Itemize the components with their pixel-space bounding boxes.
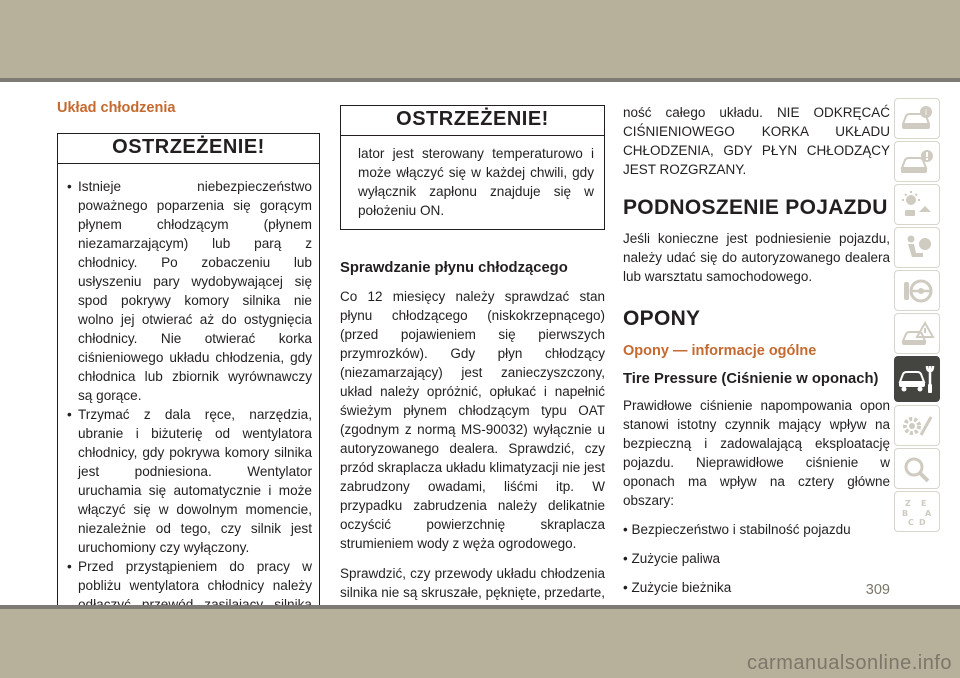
svg-text:A: A xyxy=(925,508,932,518)
warning-bullet: • Przed przystąpieniem do pracy w pobliżu wentylatora chłodnicy należy xyxy=(61,557,312,671)
section-title-lifting: PODNOSZENIE POJAZDU xyxy=(623,196,888,219)
magnifier-icon xyxy=(899,454,935,484)
car-warning-icon xyxy=(899,147,935,177)
chapter-tab[interactable] xyxy=(894,98,940,139)
svg-text:C: C xyxy=(908,517,914,527)
subheading-tires-general: Opony — informacje ogólne xyxy=(623,343,817,359)
paragraph: Prawidłowe ciśnienie napompowania opon stanowi istotny czynnik mający wpływ na bezpieczną i zadowalającą eksploatację pojazdu. Nieprawidłowe ciśnienie w oponach ma wpływ na cztery główne obszary: xyxy=(623,398,890,508)
airbag-seat-icon xyxy=(899,233,935,263)
dashboard-lights-icon xyxy=(899,190,935,220)
chapter-tab[interactable] xyxy=(894,141,940,182)
paragraph: Sprawdzić, czy przewody układu chłodzenia silnika nie są skruszałe, pęknięte, przedarte, xyxy=(340,566,605,600)
warning-body xyxy=(58,164,319,677)
paragraph: Co 12 miesięcy należy sprawdzać stan płynu chłodzącego (niskokrzepnącego) (przed pojawieniem się pierwszych przymrozków). Gdy płyn chłodzący (niezamarzający) jest zanieczyszczony, układ należy opróżnić, opłukać i napełnić świeżym płynem chłodzącym typu OAT (zgodnym z normą MS-90032) wyłącznie u autoryzowanego dealera. Sprawdzić, czy przód skraplacza układu klimatyzacji nie jest zabrudzony owadami, liśćmi itp. W przypadku zabrudzenia należy delikatnie oczyścić powierzchnię skraplacza strumieniem wody z węża ogrodowego. xyxy=(340,289,605,551)
list-item: • Bezpieczeństwo i stabilność pojazdu xyxy=(623,522,851,537)
paragraph-continued: ność całego układu. NIE ODKRĘCAĆ CIŚNIENIOWEGO KORKA UKŁADU CHŁODZENIA, GDY PŁYN CHŁODZĄCY JEST ROZGRZANY. xyxy=(623,105,890,177)
chapter-tab[interactable] xyxy=(894,491,940,532)
list-item: • Zużycie bieżnika xyxy=(623,580,732,595)
warning-bullet: • Istnieje niebezpieczeństwo poważnego poparzenia się gorącym płynem chłodzącym (płynem niezamarzającym) lub parą z chłodnicy. Po zobaczeniu lub usłyszeniu pary wydobywającej się spod pokrywy komory silnika nie wolno jej otwierać aż do ostygnięcia chłodnicy. Nie otwierać korka ciśnieniowego układu chłodzenia, gdy chłodnica lub zbiornik wyrównawczy są gorące. xyxy=(61,177,312,405)
watermark: carmanualsonline.info xyxy=(746,652,952,674)
top-stripe xyxy=(0,78,960,82)
chapter-tab[interactable] xyxy=(894,313,940,354)
section-heading-coolant-check: Sprawdzanie płynu chłodzącego xyxy=(340,260,568,276)
heading-tire-pressure: Tire Pressure (Ciśnienie w oponach) xyxy=(623,371,879,387)
svg-text:E: E xyxy=(921,498,927,508)
chapter-tab[interactable] xyxy=(894,270,940,311)
paragraph: Jeśli konieczne jest podniesienie pojazdu, należy udać się do autoryzowanego dealera lub warsztatu samochodowego. xyxy=(623,231,890,284)
warning-list xyxy=(61,177,312,671)
warning-title: OSTRZEŻENIE! xyxy=(58,134,319,164)
alphabet-index-icon xyxy=(899,497,935,527)
svg-text:B: B xyxy=(902,508,909,518)
warning-body: lator jest sterowany temperaturowo i może włączyć się w każdej chwili, gdy wyłącznik zapłonu znajduje się w położeniu ON. xyxy=(358,146,594,218)
column-1 xyxy=(57,100,320,678)
warning-box xyxy=(57,133,320,678)
column-2 xyxy=(340,105,605,659)
car-info-icon xyxy=(899,104,935,134)
column-3 xyxy=(623,103,890,626)
list-item: • Zużycie paliwa xyxy=(623,551,721,566)
chapter-tab[interactable] xyxy=(894,184,940,225)
gear-wrench-icon xyxy=(899,411,935,441)
chapter-tab[interactable] xyxy=(894,448,940,489)
chapter-tab[interactable] xyxy=(894,405,940,446)
svg-text:Z: Z xyxy=(905,498,911,508)
svg-text:i: i xyxy=(924,107,928,117)
hazard-triangle-icon xyxy=(899,319,935,349)
warning-bullet: • Trzymać z dala ręce, narzędzia, ubranie i biżuterię od wentylatora chłodnicy, gdy pokrywa komory silnika jest podniesiona. Wentylator uruchamia się automatycznie i może włączyć się w dowolnym momencie, niezależnie od tego, czy silnik jest uruchomiony czy wyłączony. xyxy=(61,405,312,557)
steering-wheel-icon xyxy=(899,276,935,306)
page-number: 309 xyxy=(865,582,890,598)
section-title-tires: OPONY xyxy=(623,307,701,330)
warning-box-continued xyxy=(340,105,605,230)
chapter-tab-active[interactable] xyxy=(894,356,940,402)
svg-text:D: D xyxy=(919,517,926,527)
section-heading-cooling-system: Układ chłodzenia xyxy=(57,100,176,116)
chapter-tab[interactable] xyxy=(894,227,940,268)
car-wrench-icon xyxy=(897,362,937,396)
top-band xyxy=(0,0,960,78)
warning-title: OSTRZEŻENIE! xyxy=(341,106,604,136)
